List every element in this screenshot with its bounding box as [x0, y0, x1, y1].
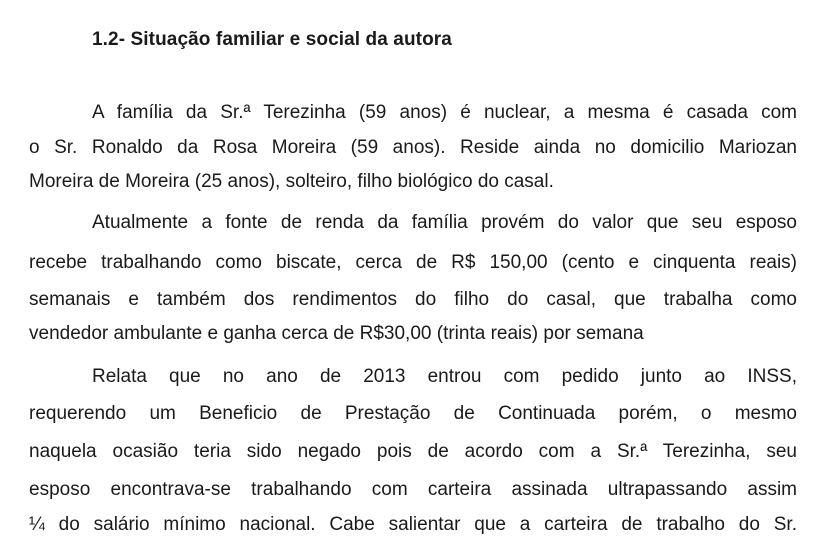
paragraph-1-line-1: A família da Sr.ª Terezinha (59 anos) é nuclear, a mesma é casada com [92, 102, 797, 123]
paragraph-3-line-5: ¼ do salário mínimo nacional. Cabe salientar que a carteira de trabalho do Sr. [29, 514, 797, 535]
paragraph-3-line-4: esposo encontrava-se trabalhando com carteira assinada ultrapassando assim [29, 479, 797, 500]
paragraph-3-line-3: naquela ocasião teria sido negado pois de acordo com a Sr.ª Terezinha, seu [29, 441, 797, 462]
paragraph-1-line-3: Moreira de Moreira (25 anos), solteiro, filho biológico do casal. [29, 171, 554, 192]
section-heading: 1.2- Situação familiar e social da autora [92, 29, 452, 50]
paragraph-3-line-1: Relata que no ano de 2013 entrou com pedido junto ao INSS, [92, 366, 797, 387]
paragraph-1-line-2: o Sr. Ronaldo da Rosa Moreira (59 anos). Reside ainda no domicilio Mariozan [29, 137, 797, 158]
paragraph-3-line-2: requerendo um Beneficio de Prestação de Continuada porém, o mesmo [29, 403, 797, 424]
paragraph-2-line-1: Atualmente a fonte de renda da família provém do valor que seu esposo [92, 212, 797, 233]
paragraph-2-line-2: recebe trabalhando como biscate, cerca de R$ 150,00 (cento e cinquenta reais) [29, 252, 797, 273]
paragraph-2-line-3: semanais e também dos rendimentos do filho do casal, que trabalha como [29, 289, 797, 310]
paragraph-2-line-4: vendedor ambulante e ganha cerca de R$30,00 (trinta reais) por semana [29, 323, 644, 344]
